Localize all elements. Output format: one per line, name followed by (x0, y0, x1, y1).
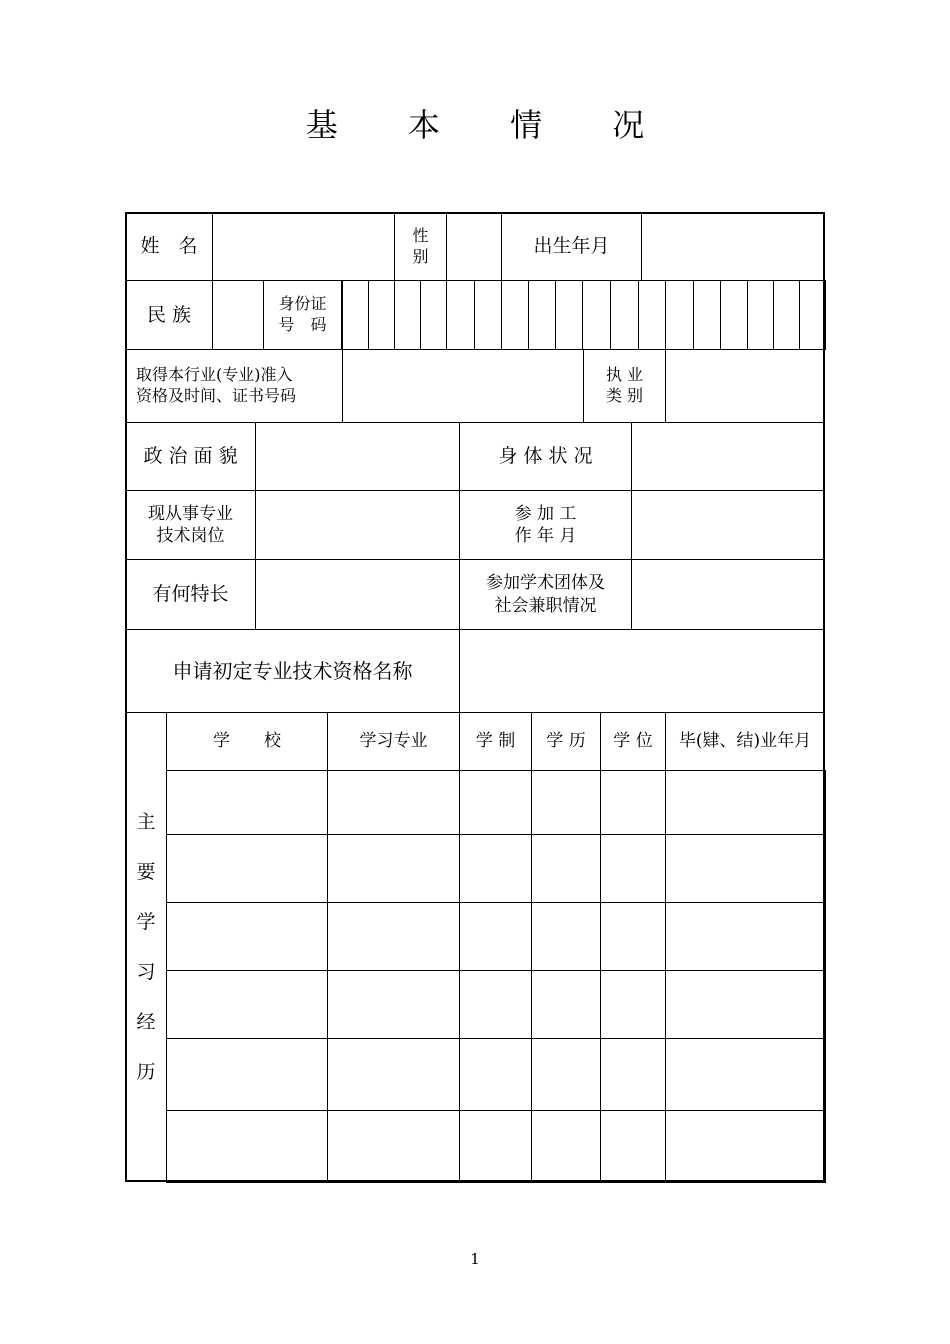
education-cell[interactable] (166, 1038, 328, 1111)
specialty-field[interactable] (255, 559, 460, 630)
name-label: 姓 名 (125, 212, 213, 281)
education-cell[interactable] (600, 902, 666, 971)
side-char: 习 (136, 961, 156, 983)
practice-category-label: 执 业 类 别 (583, 349, 666, 423)
id-digit-cell[interactable] (394, 280, 421, 350)
id-digit-cell[interactable] (720, 280, 748, 350)
education-cell[interactable] (665, 1110, 826, 1183)
education-cell[interactable] (531, 834, 601, 903)
work-start-field[interactable] (631, 490, 825, 560)
id-number-label: 身份证 号 码 (263, 280, 342, 350)
id-digit-cell[interactable] (342, 280, 369, 350)
page-number: 1 (470, 1250, 480, 1268)
header-education: 学 历 (531, 712, 601, 771)
education-cell[interactable] (665, 902, 826, 971)
birth-date-label: 出生年月 (501, 212, 642, 281)
id-digit-cell[interactable] (528, 280, 556, 350)
id-digit-cell[interactable] (446, 280, 475, 350)
education-side-label (125, 712, 167, 1182)
header-graduation: 毕(肄、结)业年月 (665, 712, 825, 771)
health-status-field[interactable] (631, 422, 825, 491)
side-char: 要 (136, 861, 156, 883)
education-cell[interactable] (665, 770, 826, 835)
side-char: 经 (136, 1011, 156, 1033)
current-post-label: 现从事专业 技术岗位 (125, 490, 256, 560)
education-cell[interactable] (531, 970, 601, 1039)
header-degree: 学 位 (600, 712, 666, 771)
id-digit-cell[interactable] (368, 280, 395, 350)
id-digit-cell[interactable] (582, 280, 611, 350)
education-cell[interactable] (600, 770, 666, 835)
education-cell[interactable] (166, 834, 328, 903)
ethnicity-label: 民 族 (125, 280, 213, 350)
current-post-field[interactable] (255, 490, 460, 560)
id-digit-cell[interactable] (501, 280, 529, 350)
education-cell[interactable] (459, 1038, 532, 1111)
id-digit-cell[interactable] (474, 280, 502, 350)
education-cell[interactable] (531, 1038, 601, 1111)
id-digit-cell[interactable] (610, 280, 639, 350)
id-digit-cell[interactable] (665, 280, 694, 350)
id-digit-cell[interactable] (799, 280, 826, 350)
education-cell[interactable] (327, 1110, 460, 1183)
work-start-label: 参 加 工 作 年 月 (459, 490, 632, 560)
id-digit-cell[interactable] (773, 280, 800, 350)
education-cell[interactable] (459, 1110, 532, 1183)
education-cell[interactable] (531, 1110, 601, 1183)
education-cell[interactable] (600, 834, 666, 903)
id-digit-cell[interactable] (638, 280, 666, 350)
education-cell[interactable] (665, 834, 826, 903)
education-cell[interactable] (459, 834, 532, 903)
education-cell[interactable] (327, 1038, 460, 1111)
education-cell[interactable] (166, 902, 328, 971)
political-status-label: 政 治 面 貌 (125, 422, 256, 491)
education-cell[interactable] (327, 970, 460, 1039)
id-digit-cell[interactable] (747, 280, 774, 350)
side-char: 学 (136, 911, 156, 933)
id-digit-cell[interactable] (420, 280, 447, 350)
gender-label: 性 别 (394, 212, 447, 281)
health-status-label: 身 体 状 况 (459, 422, 632, 491)
applied-title-field[interactable] (459, 629, 825, 713)
qualification-label: 取得本行业(专业)准入 资格及时间、证书号码 (125, 349, 343, 423)
education-cell[interactable] (600, 1110, 666, 1183)
education-cell[interactable] (166, 970, 328, 1039)
id-digit-cell[interactable] (693, 280, 721, 350)
page-title: 基 本 情 况 (305, 106, 675, 144)
academic-groups-label: 参加学术团体及 社会兼职情况 (459, 559, 632, 630)
practice-category-field[interactable] (665, 349, 825, 423)
education-cell[interactable] (327, 902, 460, 971)
education-cell[interactable] (327, 770, 460, 835)
side-char: 历 (136, 1061, 156, 1083)
academic-groups-field[interactable] (631, 559, 825, 630)
education-cell[interactable] (166, 770, 328, 835)
qualification-field[interactable] (342, 349, 584, 423)
education-cell[interactable] (531, 902, 601, 971)
header-major: 学习专业 (327, 712, 460, 771)
education-cell[interactable] (327, 834, 460, 903)
applied-title-label: 申请初定专业技术资格名称 (125, 629, 460, 713)
education-cell[interactable] (531, 770, 601, 835)
education-cell[interactable] (600, 1038, 666, 1111)
political-status-field[interactable] (255, 422, 460, 491)
name-field[interactable] (212, 212, 395, 281)
education-cell[interactable] (600, 970, 666, 1039)
education-cell[interactable] (459, 970, 532, 1039)
education-cell[interactable] (166, 1110, 328, 1183)
education-cell[interactable] (665, 970, 826, 1039)
id-digit-cell[interactable] (555, 280, 583, 350)
education-cell[interactable] (459, 770, 532, 835)
gender-field[interactable] (446, 212, 502, 281)
side-char: 主 (136, 811, 156, 833)
header-school: 学 校 (166, 712, 328, 771)
specialty-label: 有何特长 (125, 559, 256, 630)
header-duration: 学 制 (459, 712, 532, 771)
birth-date-field[interactable] (641, 212, 825, 281)
education-cell[interactable] (459, 902, 532, 971)
education-cell[interactable] (665, 1038, 826, 1111)
ethnicity-field[interactable] (212, 280, 264, 350)
